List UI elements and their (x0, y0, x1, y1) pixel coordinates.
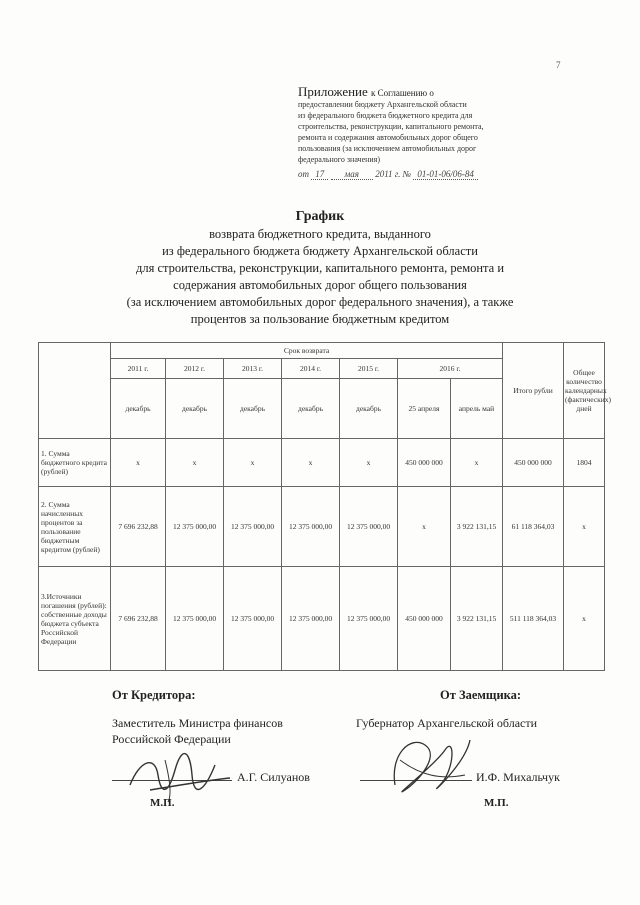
table-cell: 12 375 000,00 (340, 567, 398, 671)
table-cell: 1804 (564, 439, 605, 487)
table-cell: 12 375 000,00 (340, 487, 398, 567)
appendix-line: из федерального бюджета бюджетного кредита для (298, 111, 473, 120)
table-cell: 511 118 364,03 (503, 567, 564, 671)
appendix-line: предоставлении бюджету Архангельской области (298, 100, 467, 109)
table-cell: 7 696 232,88 (111, 487, 166, 567)
appendix-heading (298, 86, 558, 99)
month-header: декабрь (111, 379, 166, 439)
month-header: декабрь (340, 379, 398, 439)
table-cell: 3 922 131,15 (451, 487, 503, 567)
appendix-line: пользования (за исключением автомобильных дорог (298, 144, 477, 153)
appendix-line: ремонта и содержания автомобильных дорог общего (298, 133, 478, 142)
title-line: возврата бюджетного кредита, выданного (209, 227, 431, 241)
days-header: Общее количество календарных (фактических) дней (564, 343, 605, 439)
title-line: (за исключением автомобильных дорог федерального значения), а также (126, 295, 514, 309)
table-cell: 450 000 000 (398, 439, 451, 487)
date-prefix: от (298, 169, 309, 179)
table-cell: 3 922 131,15 (451, 567, 503, 671)
table-cell: 61 118 364,03 (503, 487, 564, 567)
table-cell: 12 375 000,00 (282, 487, 340, 567)
month-header: декабрь (282, 379, 340, 439)
date-year: 2011 г. № (375, 169, 412, 179)
appendix-line: строительства, реконструкции, капитального ремонта, (298, 122, 484, 131)
appendix-line: федерального значения) (298, 155, 381, 164)
table-cell: х (224, 439, 282, 487)
appendix-heading-tail: к Соглашению о (371, 88, 434, 98)
page-number: 7 (556, 60, 561, 70)
doc-number: 01-01-06/06-84 (413, 169, 478, 180)
appendix-heading-main: Приложение (298, 84, 368, 99)
table-cell: 12 375 000,00 (224, 567, 282, 671)
total-header: Итого рубли (503, 343, 564, 439)
row-label: 3.Источники погашения (рублей): собственные доходы бюджета субъекта Российской Федерации (39, 567, 111, 671)
table-cell: 12 375 000,00 (166, 487, 224, 567)
table-cell: х (398, 487, 451, 567)
creditor-heading: От Кредитора: (112, 688, 196, 702)
year-header: 2012 г. (166, 359, 224, 379)
table-cell: х (451, 439, 503, 487)
borrower-signature (380, 725, 480, 805)
term-header: Срок возврата (111, 343, 503, 359)
title-line: для строительства, реконструкции, капитального ремонта, ремонта и (135, 261, 505, 275)
year-header: 2013 г. (224, 359, 282, 379)
title-line: процентов за пользование бюджетным кредитом (190, 312, 450, 326)
borrower-position: Губернатор Архангельской области (356, 716, 538, 730)
title-block (80, 208, 560, 328)
table-cell: х (340, 439, 398, 487)
appendix-dateline (298, 169, 558, 180)
table-row (39, 439, 605, 487)
year-header: 2014 г. (282, 359, 340, 379)
year-header: 2015 г. (340, 359, 398, 379)
borrower-stamp: М.П. (484, 797, 509, 809)
date-month: мая (331, 169, 373, 180)
table-cell: 450 000 000 (398, 567, 451, 671)
table-cell: х (564, 567, 605, 671)
table-cell: 450 000 000 (503, 439, 564, 487)
document-title: График (295, 209, 345, 224)
date-day: 17 (311, 169, 328, 180)
creditor-stamp: М.П. (150, 797, 175, 809)
month-header: декабрь (224, 379, 282, 439)
creditor-position-1: Заместитель Министра финансов (112, 716, 283, 730)
table-cell: х (282, 439, 340, 487)
month-header: 25 апреля (398, 379, 451, 439)
borrower-heading: От Заемщика: (440, 688, 522, 702)
table-cell: х (564, 487, 605, 567)
repayment-schedule-table (38, 342, 612, 671)
row-label: 1. Сумма бюджетного кредита (рублей) (39, 439, 111, 487)
title-line: содержания автомобильных дорог общего пользования (173, 278, 467, 292)
table-cell: х (111, 439, 166, 487)
table-cell: 12 375 000,00 (282, 567, 340, 671)
creditor-name: А.Г. Силуанов (237, 770, 310, 784)
year-header: 2011 г. (111, 359, 166, 379)
month-header: декабрь (166, 379, 224, 439)
creditor-signature (120, 740, 240, 810)
table-cell: 12 375 000,00 (166, 567, 224, 671)
year-header: 2016 г. (398, 359, 503, 379)
table-cell: х (166, 439, 224, 487)
title-line: из федерального бюджета бюджету Архангельской области (162, 244, 478, 258)
table-row (39, 567, 605, 671)
appendix-block (298, 86, 558, 180)
creditor-position-2: Российской Федерации (112, 732, 231, 746)
month-header: апрель май (451, 379, 503, 439)
row-label: 2. Сумма начисленных процентов за пользование бюджетным кредитом (рублей) (39, 487, 111, 567)
table-cell: 7 696 232,88 (111, 567, 166, 671)
table-corner (39, 343, 111, 439)
borrower-name: И.Ф. Михальчук (476, 770, 560, 784)
table-cell: 12 375 000,00 (224, 487, 282, 567)
table-row (39, 487, 605, 567)
